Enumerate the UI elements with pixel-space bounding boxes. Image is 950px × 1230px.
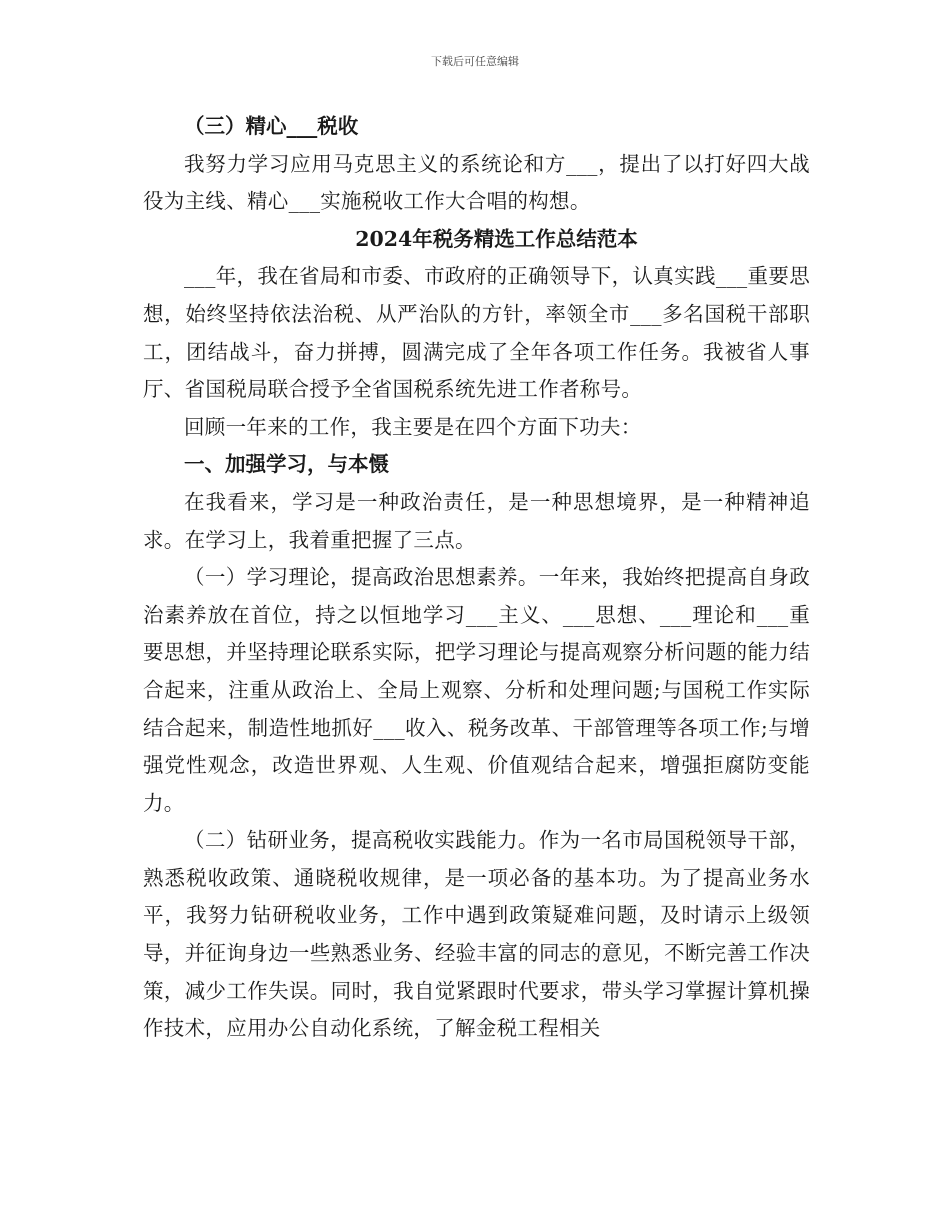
document-body: [143, 108, 810, 1048]
part-one-paragraph: 在我看来，学习是一种政治责任，是一种思想境界，是一种精神追求。在学习上，我着重把握了三点。: [143, 489, 810, 552]
intro-paragraph: ___年，我在省局和市委、市政府的正确领导下，认真实践___重要思想，始终坚持依法治税、从严治队的方针，率领全市___多名国税干部职工，团结战斗，奋力拼搏，圆满完成了全年各项工作任务。我被省人事厅、省国税局联合授予全省国税系统先进工作者称号。: [143, 264, 810, 402]
document-title: 2024年税务精选工作总结范本: [355, 226, 638, 251]
review-paragraph: 回顾一年来的工作，我主要是在四个方面下功夫：: [184, 414, 642, 439]
section-three-paragraph: 我努力学习应用马克思主义的系统论和方___，提出了以打好四大战役为主线、精心___实施税收工作大合唱的构想。: [143, 151, 810, 214]
section-three-heading: （三）精心___税收: [184, 114, 359, 138]
point-two-paragraph: （二）钻研业务，提高税收实践能力。作为一名市局国税领导干部，熟悉税收政策、通晓税收规律，是一项必备的基本功。为了提高业务水平，我努力钻研税收业务，工作中遇到政策疑难问题，及时请示上级领导，并征询身边一些熟悉业务、经验丰富的同志的意见，不断完善工作决策，减少工作失误。同时，我自觉紧跟时代要求，带头学习掌握计算机操作技术，应用办公自动化系统，了解金税工程相关: [143, 828, 810, 1041]
point-one-paragraph: （一）学习理论，提高政治思想素养。一年来，我始终把提高自身政治素养放在首位，持之以恒地学习___主义、___思想、___理论和___重要思想，并坚持理论联系实际，把学习理论与提高观察分析问题的能力结合起来，注重从政治上、全局上观察、分析和处理问题;与国税工作实际结合起来，制造性地抓好___收入、税务改革、干部管理等各项工作;与增强党性观念，改造世界观、人生观、价值观结合起来，增强拒腐防变能力。: [143, 565, 810, 815]
part-one-heading: 一、加强学习，与本慑: [184, 452, 389, 477]
page-header-note: 下载后可任意编辑: [431, 55, 519, 68]
